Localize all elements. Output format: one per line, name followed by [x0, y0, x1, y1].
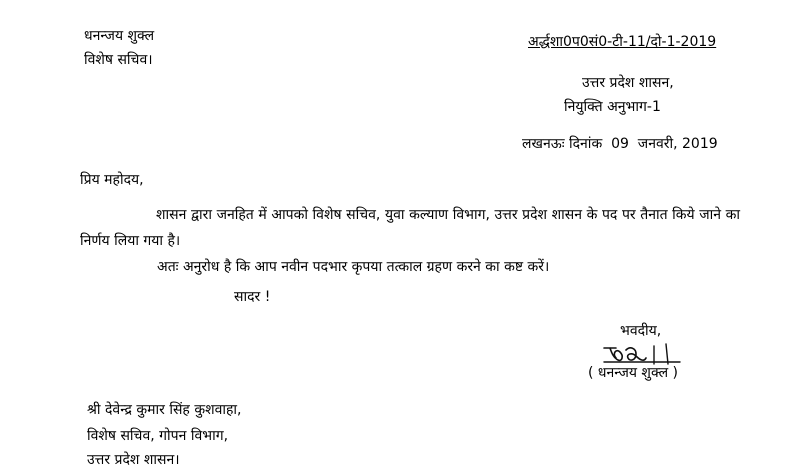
- regards: सादर !: [234, 289, 271, 305]
- signatory-name: ( धनन्जय शुक्ल ): [588, 365, 678, 381]
- recipient-name: श्री देवेन्द्र कुमार सिंह कुशवाहा,: [87, 402, 242, 418]
- office-section: नियुक्ति अनुभाग-1: [564, 99, 661, 115]
- salutation: प्रिय महोदय,: [80, 172, 144, 188]
- sender-name: धनन्जय शुक्ल: [84, 28, 155, 44]
- place-and-date: लखनऊः दिनांक 09 जनवरी, 2019: [522, 136, 718, 152]
- recipient-office: उत्तर प्रदेश शासन।: [87, 452, 180, 468]
- handwritten-signature: [600, 340, 686, 368]
- closing: भवदीय,: [620, 323, 662, 339]
- reference-number: अर्द्धशा0प0सं0-टी-11/दो-1-2019: [528, 34, 717, 50]
- body-paragraph-2: अतः अनुरोध है कि आप नवीन पदभार कृपया तत्काल ग्रहण करने का कष्ट करें।: [157, 259, 550, 275]
- body-paragraph-1: शासन द्वारा जनहित में आपको विशेष सचिव, युवा कल्याण विभाग, उत्तर प्रदेश शासन के पद पर तैनात किये जाने का निर्णय लिया गया है।: [80, 207, 740, 249]
- recipient-designation: विशेष सचिव, गोपन विभाग,: [87, 428, 229, 444]
- office-name: उत्तर प्रदेश शासन,: [582, 75, 674, 91]
- sender-title: विशेष सचिव।: [84, 52, 153, 68]
